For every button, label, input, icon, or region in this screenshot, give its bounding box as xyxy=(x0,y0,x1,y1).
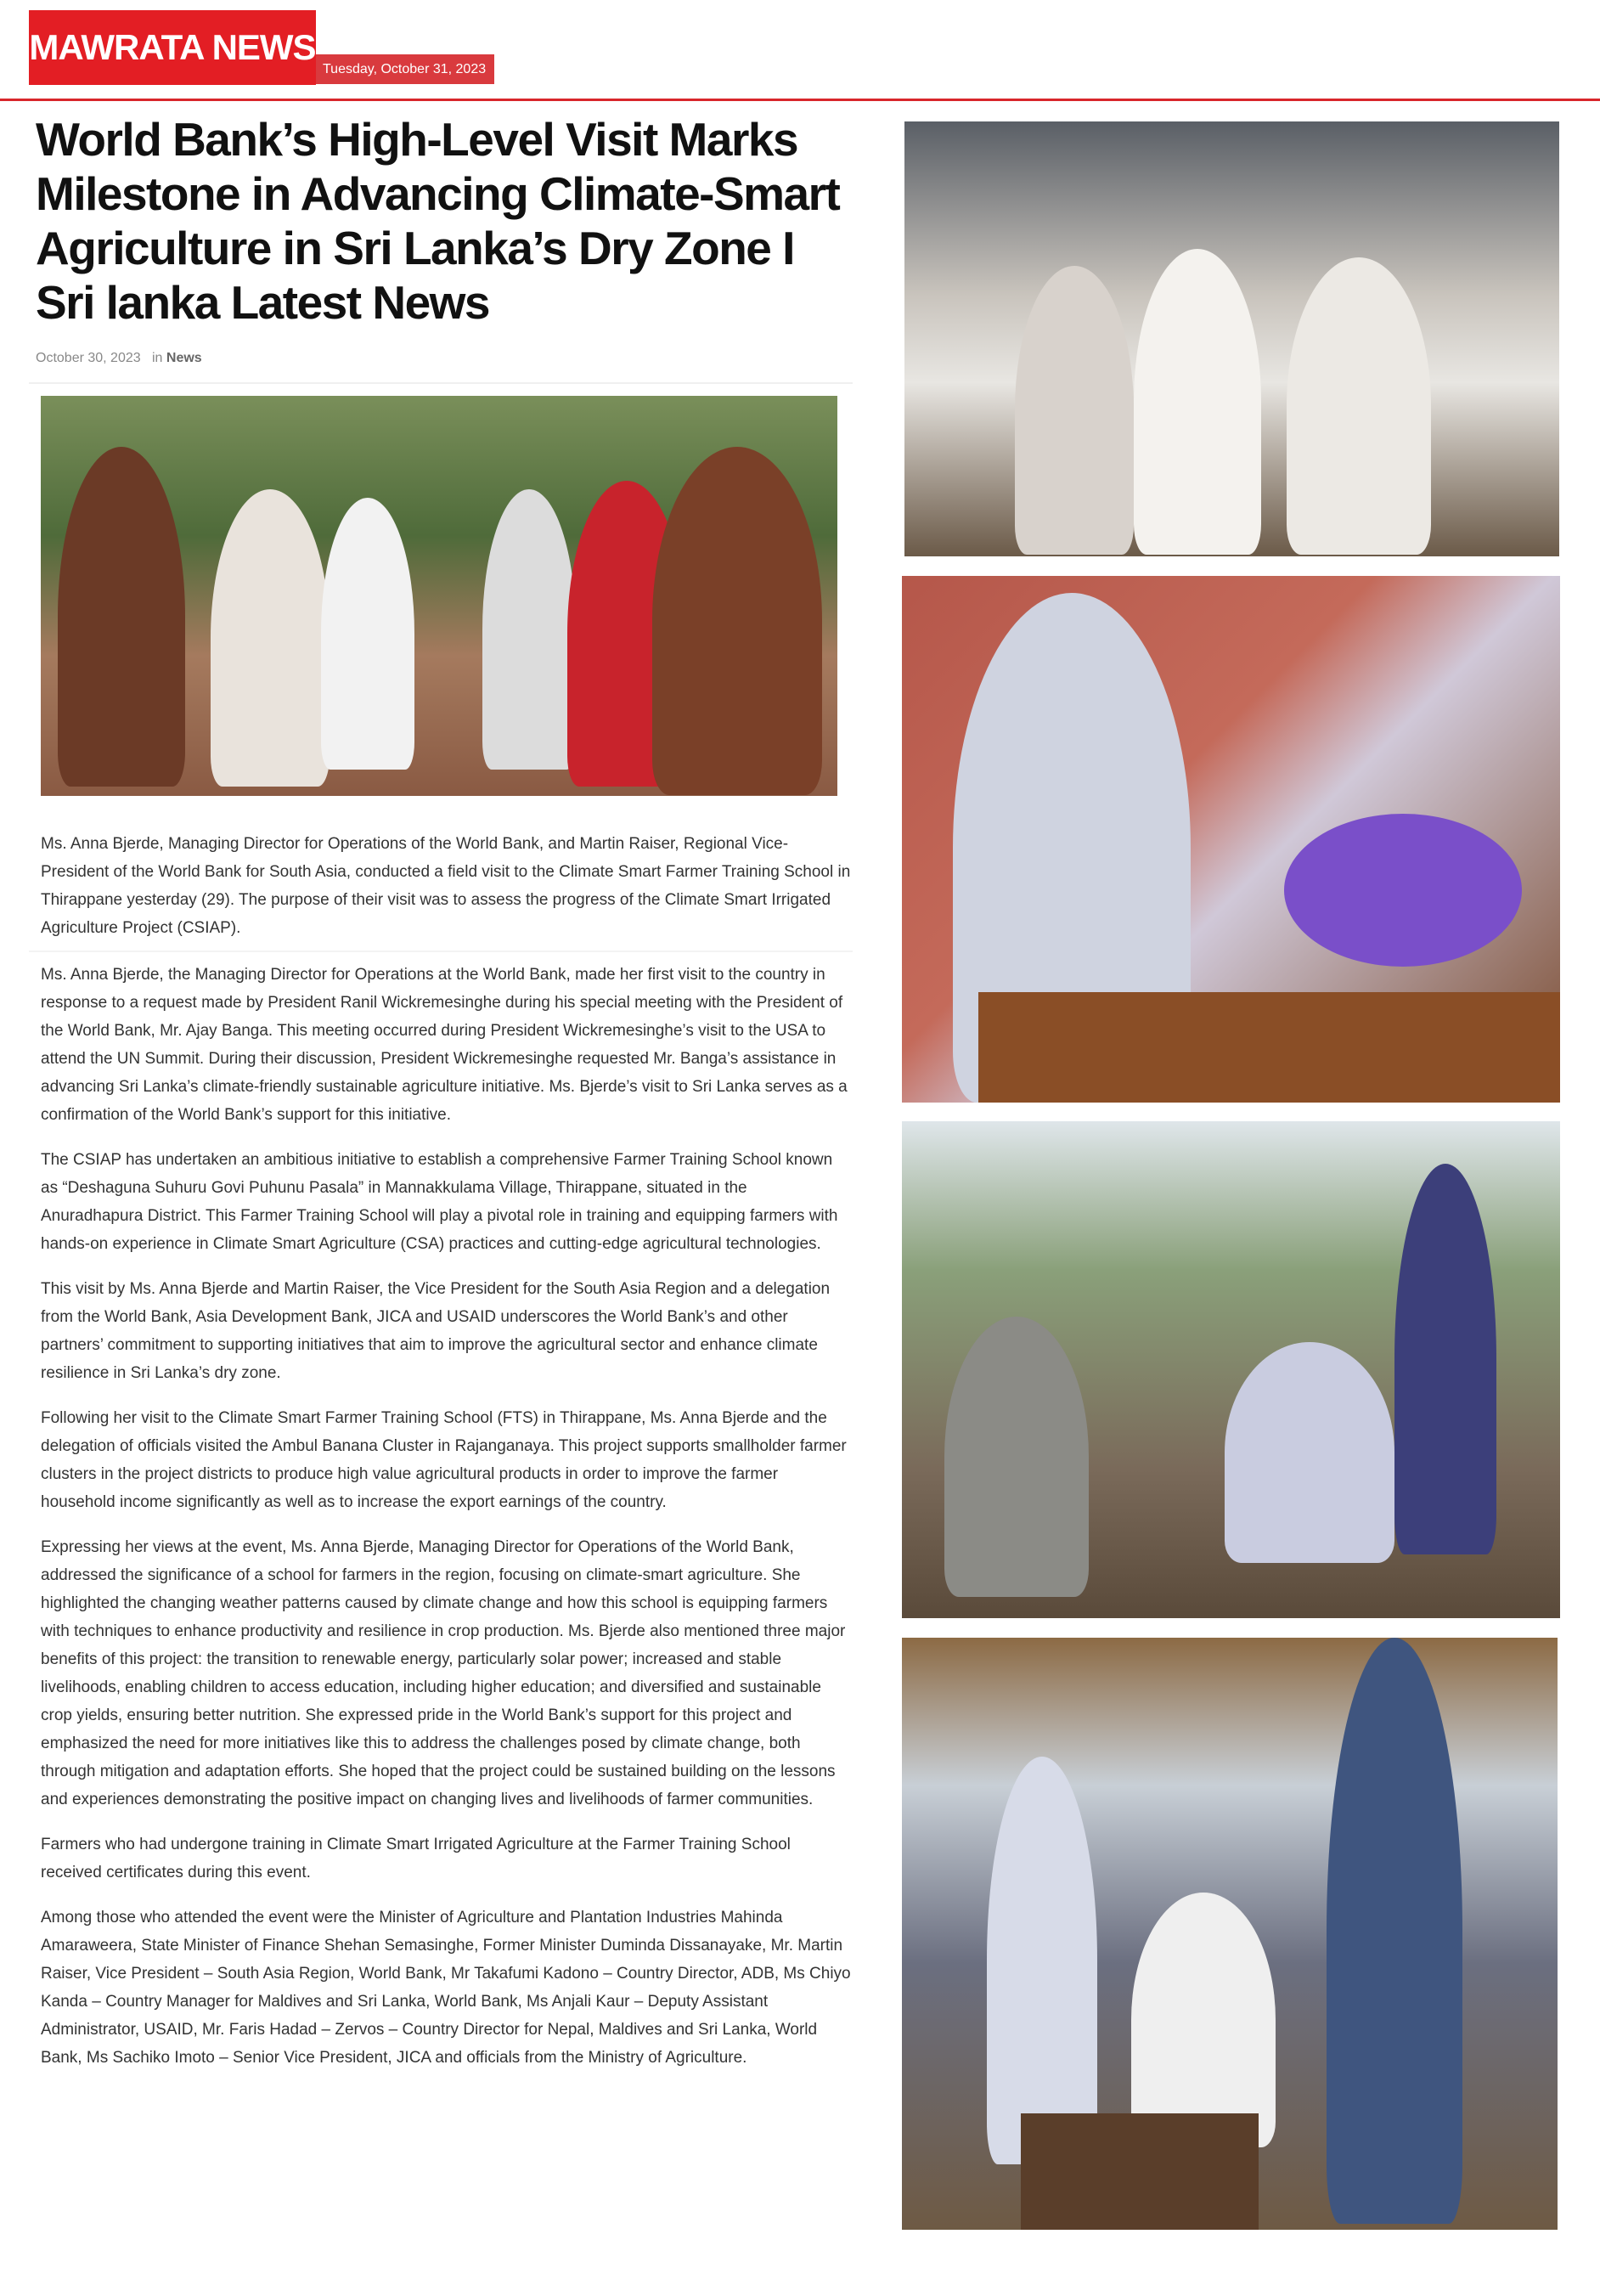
header-divider xyxy=(0,99,1600,101)
article-body xyxy=(41,830,853,2089)
article-column xyxy=(36,112,853,2089)
photo-tree-planting xyxy=(902,1121,1560,1618)
category-link[interactable]: News xyxy=(166,351,202,365)
photo-speaker-podium xyxy=(902,576,1560,1103)
paragraph-divider xyxy=(29,951,853,952)
article-meta xyxy=(36,350,853,367)
article-paragraph: Expressing her views at the event, Ms. Anna Bjerde, Managing Director for Operations of the World Bank, addressed the significance of a school for farmers in the region, focusing on climate-smart agriculture. She highlighted the changing weather patterns caused by climate change and how this school is equipping farmers with techniques to enhance productivity and resilience in crop production. Ms. Bjerde also mentioned three major benefits of this project: the transition to renewable energy, particularly solar power; increased and stable livelihoods, enabling children to access education, including higher education; and diversified and sustainable crop yields, ensuring better nutrition. She expressed pride in the World Bank’s support for this project and emphasized the need for more initiatives like this to address the challenges posed by climate change, both through mitigation and adaptation efforts. She hoped that the project could be sustained building on the lessons and experiences demonstrating the positive impact on changing lives and livelihoods of farmer communities. xyxy=(41,1538,846,1808)
article-paragraph: The CSIAP has undertaken an ambitious initiative to establish a comprehensive Farmer Training School known as “Deshaguna Suhuru Govi Puhunu Pasala” in Mannakkulama Village, Thirappane, situated in the Anuradhapura District. This Farmer Training School will play a pivotal role in training and equipping farmers with hands-on experience in Climate Smart Agriculture (CSA) practices and cutting-edge agricultural technologies. xyxy=(41,1151,838,1253)
article-title: World Bank’s High-Level Visit Marks Milestone in Advancing Climate-Smart Agriculture in Sri Lanka’s Dry Zone I Sri lanka Latest News xyxy=(36,113,840,329)
photo-seated-delegation xyxy=(904,121,1559,556)
current-date: Tuesday, October 31, 2023 xyxy=(316,54,494,84)
in-label: in xyxy=(151,351,163,365)
article-paragraph: Ms. Anna Bjerde, Managing Director for Operations of the World Bank, and Martin Raiser, Regional Vice-President of the World Bank for South Asia, conducted a field visit to the Climate Smart Farmer Training School in Thirappane yesterday (29). The purpose of their visit was to assess the progress of the Climate Smart Irrigated Agriculture Project (CSIAP). xyxy=(41,835,851,937)
photo-planting-ceremony xyxy=(902,1638,1558,2230)
publish-date: October 30, 2023 xyxy=(36,351,141,365)
article-paragraph: Among those who attended the event were the Minister of Agriculture and Plantation Industries Mahinda Amaraweera, State Minister of Finance Shehan Semasinghe, Former Minister Duminda Dissanayake, Mr. Martin Raiser, Vice President – South Asia Region, World Bank, Mr Takafumi Kadono – Country Director, ADB, Ms Chiyo Kanda – Country Manager for Maldives and Sri Lanka, World Bank, Ms Anjali Kaur – Deputy Assistant Administrator, USAID, Mr. Faris Hadad – Zervos – Country Director for Nepal, Maldives and Sri Lanka, World Bank, Ms Sachiko Imoto – Senior Vice President, JICA and officials from the Ministry of Agriculture. xyxy=(41,1909,851,2067)
article-paragraph: This visit by Ms. Anna Bjerde and Martin Raiser, the Vice President for the South Asia Region and a delegation from the World Bank, Asia Development Bank, JICA and USAID underscores the World Bank’s and other partners’ commitment to supporting initiatives that aim to improve the agricultural sector and enhance climate resilience in Sri Lanka’s dry zone. xyxy=(41,1280,831,1382)
article-paragraph: Farmers who had undergone training in Climate Smart Irrigated Agriculture at the Farmer Training School received certificates during this event. xyxy=(41,1836,791,1881)
site-logo[interactable]: MAWRATA NEWS xyxy=(29,10,316,85)
hero-photo-dancers xyxy=(41,396,837,796)
article-paragraph: Ms. Anna Bjerde, the Managing Director for Operations at the World Bank, made her first visit to the country in response to a request made by President Ranil Wickremesinghe during his special meeting with the President of the World Bank, Mr. Ajay Banga. This meeting occurred during President Wickremesinghe’s visit to the USA to attend the UN Summit. During their discussion, President Wickremesinghe requested Mr. Banga’s assistance in advancing Sri Lanka’s climate-friendly sustainable agriculture initiative. Ms. Bjerde’s visit to Sri Lanka serves as a confirmation of the World Bank’s support for this initiative. xyxy=(41,966,848,1124)
article-paragraph: Following her visit to the Climate Smart Farmer Training School (FTS) in Thirappane, Ms. Anna Bjerde and the delegation of officials visited the Ambul Banana Cluster in Rajanganaya. This project supports smallholder farmer clusters in the project districts to produce high value agricultural products in order to improve the farmer household income significantly as well as to increase the export earnings of the country. xyxy=(41,1409,847,1511)
meta-divider xyxy=(29,382,853,384)
